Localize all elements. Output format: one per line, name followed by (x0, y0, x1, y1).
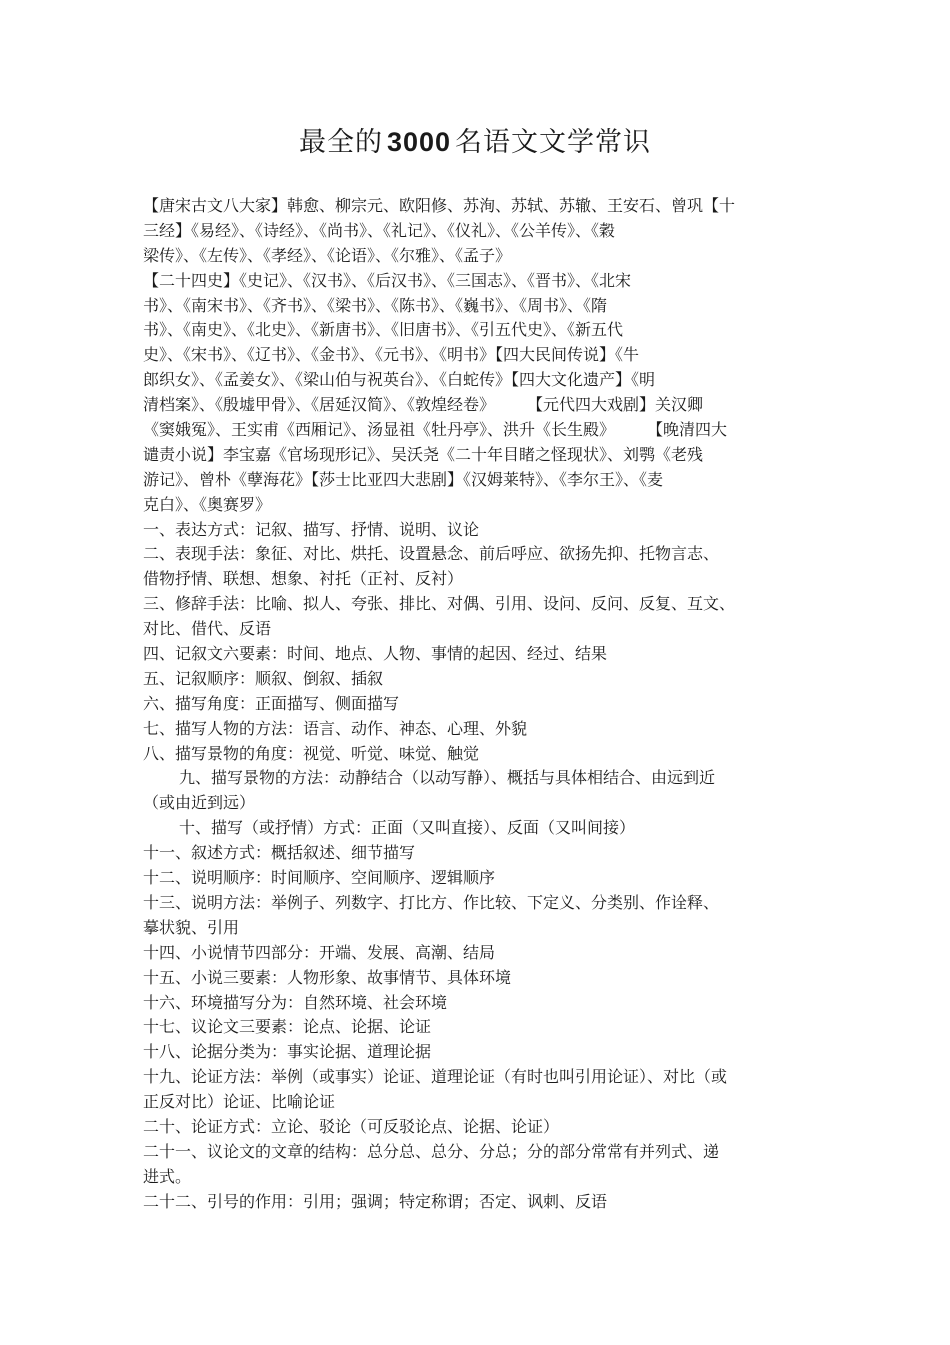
text-line: 四、记叙文六要素：时间、地点、人物、事情的起因、经过、结果 (143, 644, 608, 664)
text-line: 一、表达方式：记叙、描写、抒情、说明、议论 (143, 519, 480, 539)
text-line: 谴责小说】李宝嘉《官场现形记》、吴沃尧《二十年目睹之怪现状》、刘鹗《老残 (143, 444, 704, 464)
text-line: 二、表现手法：象征、对比、烘托、设置悬念、前后呼应、欲扬先抑、托物言志、 (143, 544, 720, 564)
text-line: 十三、说明方法：举例子、列数字、打比方、作比较、下定义、分类别、作诠释、 (143, 892, 720, 912)
text-line: 对比、借代、反语 (143, 619, 272, 639)
title-prefix: 最全的 (298, 127, 383, 158)
text-line: 十一、叙述方式：概括叙述、细节描写 (143, 843, 416, 863)
text-line: 郎织女》、《孟姜女》、《梁山伯与祝英台》、《白蛇传》【四大文化遗产】《明 (143, 370, 656, 390)
text-line: 【唐宋古文八大家】韩愈、柳宗元、欧阳修、苏洵、苏轼、苏辙、王安石、曾巩【十 (143, 196, 736, 215)
text-line: 清档案》、《殷墟甲骨》、《居延汉简》、《敦煌经卷》 【元代四大戏剧】关汉卿 (143, 395, 704, 415)
text-line: 十六、环境描写分为：自然环境、社会环境 (143, 992, 448, 1012)
document-body (143, 194, 803, 1215)
text-line: 游记》、曾朴《孽海花》【莎士比亚四大悲剧】《汉姆莱特》、《李尔王》、《麦 (143, 469, 664, 489)
text-line: 十、描写（或抒情）方式：正面（又叫直接）、反面（又叫间接） (179, 818, 636, 838)
text-line: 史》、《宋书》、《辽书》、《金书》、《元书》、《明书》【四大民间传说】《牛 (143, 345, 640, 365)
text-line: 克白》、《奥赛罗》 (143, 494, 272, 514)
text-line: 十四、小说情节四部分：开端、发展、高潮、结局 (143, 942, 496, 962)
text-line: 七、描写人物的方法：语言、动作、神态、心理、外貌 (143, 718, 528, 738)
text-line: 二十二、引号的作用：引用；强调；特定称谓；否定、讽刺、反语 (143, 1191, 608, 1211)
text-line: 进式。 (143, 1166, 192, 1186)
text-line: 三经】《易经》、《诗经》、《尚书》、《礼记》、《仪礼》、《公羊传》、《穀 (143, 220, 616, 240)
text-line: 正反对比）论证、比喻论证 (143, 1092, 336, 1112)
text-line: 书》、《南史》、《北史》、《新唐书》、《旧唐书》、《引五代史》、《新五代 (143, 320, 624, 340)
text-line: 十二、说明顺序：时间顺序、空间顺序、逻辑顺序 (143, 868, 496, 888)
text-line: 梁传》、《左传》、《孝经》、《论语》、《尔雅》、《孟子》 (143, 245, 512, 265)
text-line: 十七、议论文三要素：论点、论据、论证 (143, 1017, 432, 1037)
document-title (0, 120, 950, 159)
text-line: 摹状貌、引用 (143, 917, 240, 937)
text-line: 二十、论证方式：立论、驳论（可反驳论点、论据、论证） (143, 1116, 560, 1136)
text-line: 借物抒情、联想、想象、衬托（正衬、反衬） (143, 569, 464, 589)
text-line: 书》、《南宋书》、《齐书》、《梁书》、《陈书》、《巍书》、《周书》、《隋 (143, 295, 608, 315)
text-line: （或由近到远） (143, 793, 256, 813)
text-line: 三、修辞手法：比喻、拟人、夸张、排比、对偶、引用、设问、反问、反复、互文、 (143, 594, 736, 614)
text-line: 五、记叙顺序：顺叙、倒叙、插叙 (143, 668, 384, 688)
title-number: 3000 (386, 127, 452, 157)
text-line: 二十一、议论文的文章的结构：总分总、总分、分总；分的部分常常有并列式、递 (143, 1141, 720, 1161)
text-line: 九、描写景物的方法：动静结合（以动写静）、概括与具体相结合、由远到近 (179, 768, 716, 788)
text-line: 十五、小说三要素：人物形象、故事情节、具体环境 (143, 967, 512, 987)
text-line: 八、描写景物的角度：视觉、听觉、味觉、触觉 (143, 743, 480, 763)
text-line: 十八、论据分类为：事实论据、道理论据 (143, 1042, 432, 1062)
text-line: 十九、论证方法：举例（或事实）论证、道理论证（有时也叫引用论证）、对比（或 (143, 1067, 728, 1087)
text-line: 六、描写角度：正面描写、侧面描写 (143, 693, 400, 713)
text-line: 【二十四史】《史记》、《汉书》、《后汉书》、《三国志》、《晋书》、《北宋 (143, 270, 632, 290)
title-suffix: 名语文文学常识 (455, 127, 652, 158)
text-line: 《窦娥冤》、王实甫《西厢记》、汤显祖《牡丹亭》、洪升《长生殿》 【晚清四大 (143, 420, 728, 440)
